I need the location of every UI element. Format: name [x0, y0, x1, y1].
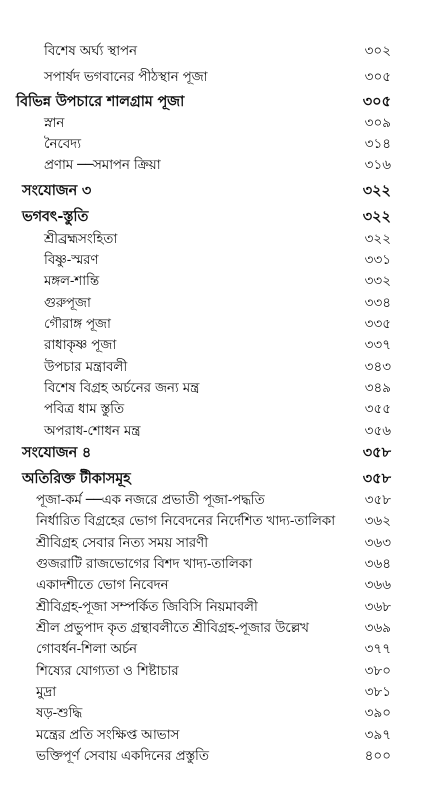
toc-entry-page-number: ৩০৯	[364, 115, 391, 131]
toc-entry	[0, 489, 431, 511]
toc-entry-page-number: ৩৫৮	[364, 492, 391, 508]
toc-entry-title: সংযোজন ৪	[22, 444, 92, 461]
toc-entry	[0, 660, 431, 682]
toc-entry	[0, 574, 431, 596]
toc-entry-page-number: ৩৩৭	[364, 337, 391, 353]
toc-entry-title: বিশেষ অর্ঘ্য স্থাপন	[44, 43, 137, 59]
toc-entry	[0, 724, 431, 746]
toc-entry-page-number: ৩৫৮	[362, 444, 391, 461]
toc-entry-title: পবিত্র ধাম স্তুতি	[44, 401, 124, 417]
toc-entry	[0, 180, 431, 202]
toc-entry	[0, 681, 431, 703]
toc-entry	[0, 420, 431, 442]
toc-entry-page-number: ৩৫৬	[364, 423, 391, 439]
toc-entry-title: শ্রীল প্রভুপাদ কৃত গ্রন্থাবলীতে শ্রীবিগ্রহ-পূজার উল্লেখ	[36, 620, 309, 636]
toc-entry-title: শ্রীব্রহ্মসংহিতা	[44, 231, 118, 247]
toc-entry-title: নির্ধারিত বিগ্রহের ভোগ নিবেদনের নির্দেশিত খাদ্য-তালিকা	[36, 513, 335, 529]
toc-entry	[0, 40, 431, 62]
toc-entry-page-number: ৩৭৭	[364, 641, 391, 657]
toc-entry-page-number: ৪০০	[364, 748, 391, 764]
toc-entry-title: ভক্তিপূর্ণ সেবায় একদিনের প্রস্তুতি	[36, 748, 209, 764]
toc-entry-page-number: ৩২২	[364, 231, 391, 247]
toc-entry	[0, 313, 431, 335]
toc-entry	[0, 228, 431, 250]
toc-entry-page-number: ৩০৫	[364, 69, 391, 85]
toc-entry-title: সপার্ষদ ভগবানের পীঠস্থান পূজা	[44, 69, 208, 85]
toc-entry-title: শ্রীবিগ্রহ সেবার নিত্য সময় সারণী	[36, 535, 208, 551]
toc-entry	[0, 553, 431, 575]
toc-entry-page-number: ৩৮০	[364, 663, 391, 679]
toc-entry	[0, 270, 431, 292]
toc-entry-page-number: ৩৫৫	[364, 401, 391, 417]
toc-entry	[0, 702, 431, 724]
toc-entry-page-number: ৩৪৩	[364, 359, 391, 375]
toc-entry	[0, 249, 431, 271]
toc-entry-title: ভগবৎ-স্তুতি	[22, 208, 89, 225]
toc-entry-title: স্নান	[44, 115, 65, 131]
toc-entry-page-number: ৩১৬	[364, 157, 391, 173]
toc-entry	[0, 334, 431, 356]
toc-entry	[0, 206, 431, 228]
toc-entry-title: বিষ্ণু-স্মরণ	[44, 252, 99, 268]
toc-entry-page-number: ৩৩২	[364, 273, 391, 289]
toc-entry-title: বিভিন্ন উপচারে শালগ্রাম পূজা	[16, 93, 185, 110]
toc-entry-title: একাদশীতে ভোগ নিবেদন	[36, 577, 169, 593]
toc-entry-title: গুজরাটি রাজভোগের বিশদ খাদ্য-তালিকা	[36, 556, 252, 572]
toc-entry-title: প্রণাম ──সমাপন ক্রিয়া	[44, 157, 161, 173]
toc-entry-title: গুরুপূজা	[44, 295, 91, 311]
toc-entry	[0, 112, 431, 134]
toc-entry-title: মঙ্গল-শান্তি	[44, 273, 99, 289]
toc-entry-page-number: ৩৩১	[364, 252, 391, 268]
toc-entry-title: নৈবেদ্য	[44, 136, 81, 152]
toc-entry	[0, 377, 431, 399]
toc-entry-title: অতিরিক্ত টীকাসমূহ	[22, 470, 131, 487]
toc-entry-title: শ্রীবিগ্রহ-পূজা সম্পর্কিত জিবিসি নিয়মাবলী	[36, 599, 258, 615]
toc-entry-page-number: ৩৩৪	[364, 295, 391, 311]
toc-entry-page-number: ৩০৫	[362, 93, 391, 110]
toc-entry	[0, 292, 431, 314]
toc-entry-title: গৌরাঙ্গ পূজা	[44, 316, 111, 332]
toc-entry-page-number: ৩৬২	[364, 513, 391, 529]
toc-entry-page-number: ৩৬৬	[364, 577, 391, 593]
toc-entry	[0, 133, 431, 155]
toc-entry-page-number: ৩৯৭	[364, 727, 391, 743]
toc-entry-title: মুদ্রা	[36, 684, 56, 700]
toc-entry	[0, 398, 431, 420]
toc-entry-title: সংযোজন ৩	[22, 182, 92, 199]
toc-entry	[0, 510, 431, 532]
toc-entry-title: অপরাধ-শোধন মন্ত্র	[44, 423, 141, 439]
toc-entry-title: মন্ত্রের প্রতি সংক্ষিপ্ত আভাস	[36, 727, 180, 743]
toc-entry-page-number: ৩৮১	[364, 684, 391, 700]
toc-entry-page-number: ৩৫৮	[362, 470, 391, 487]
toc-entry-page-number: ৩৬৮	[364, 599, 391, 615]
toc-entry-page-number: ৩৬৯	[364, 620, 391, 636]
toc-entry	[0, 154, 431, 176]
toc-entry	[0, 745, 431, 767]
toc-entry-page-number: ৩৬৩	[364, 535, 391, 551]
toc-entry-title: রাধাকৃষ্ণ পূজা	[44, 337, 117, 353]
toc-entry	[0, 442, 431, 464]
toc-entry	[0, 356, 431, 378]
toc-entry-page-number: ৩২২	[362, 208, 391, 225]
toc-entry-page-number: ৩২২	[362, 182, 391, 199]
toc-entry	[0, 66, 431, 88]
toc-entry	[0, 617, 431, 639]
toc-entry	[0, 638, 431, 660]
toc-entry-page-number: ৩৬৪	[364, 556, 391, 572]
toc-entry-title: গোবর্ধন-শিলা অর্চন	[36, 641, 137, 657]
toc-entry-page-number: ৩১৪	[364, 136, 391, 152]
toc-entry	[0, 596, 431, 618]
toc-entry-title: উপচার মন্ত্রাবলী	[44, 359, 128, 375]
toc-entry	[0, 91, 431, 113]
toc-entry-page-number: ৩০২	[364, 43, 391, 59]
toc-entry-title: শিষ্যের যোগ্যতা ও শিষ্টাচার	[36, 663, 179, 679]
toc-entry-title: পূজা-কর্ম ──এক নজরে প্রভাতী পূজা-পদ্ধতি	[36, 492, 265, 508]
toc-entry	[0, 532, 431, 554]
toc-entry-title: ষড়-শুদ্ধি	[36, 705, 83, 721]
toc-entry-page-number: ৩৯০	[364, 705, 391, 721]
toc-entry-title: বিশেষ বিগ্রহ অর্চনের জন্য মন্ত্র	[44, 380, 200, 396]
toc-entry-page-number: ৩৪৯	[364, 380, 391, 396]
toc-entry	[0, 468, 431, 490]
toc-entry-page-number: ৩৩৫	[364, 316, 391, 332]
